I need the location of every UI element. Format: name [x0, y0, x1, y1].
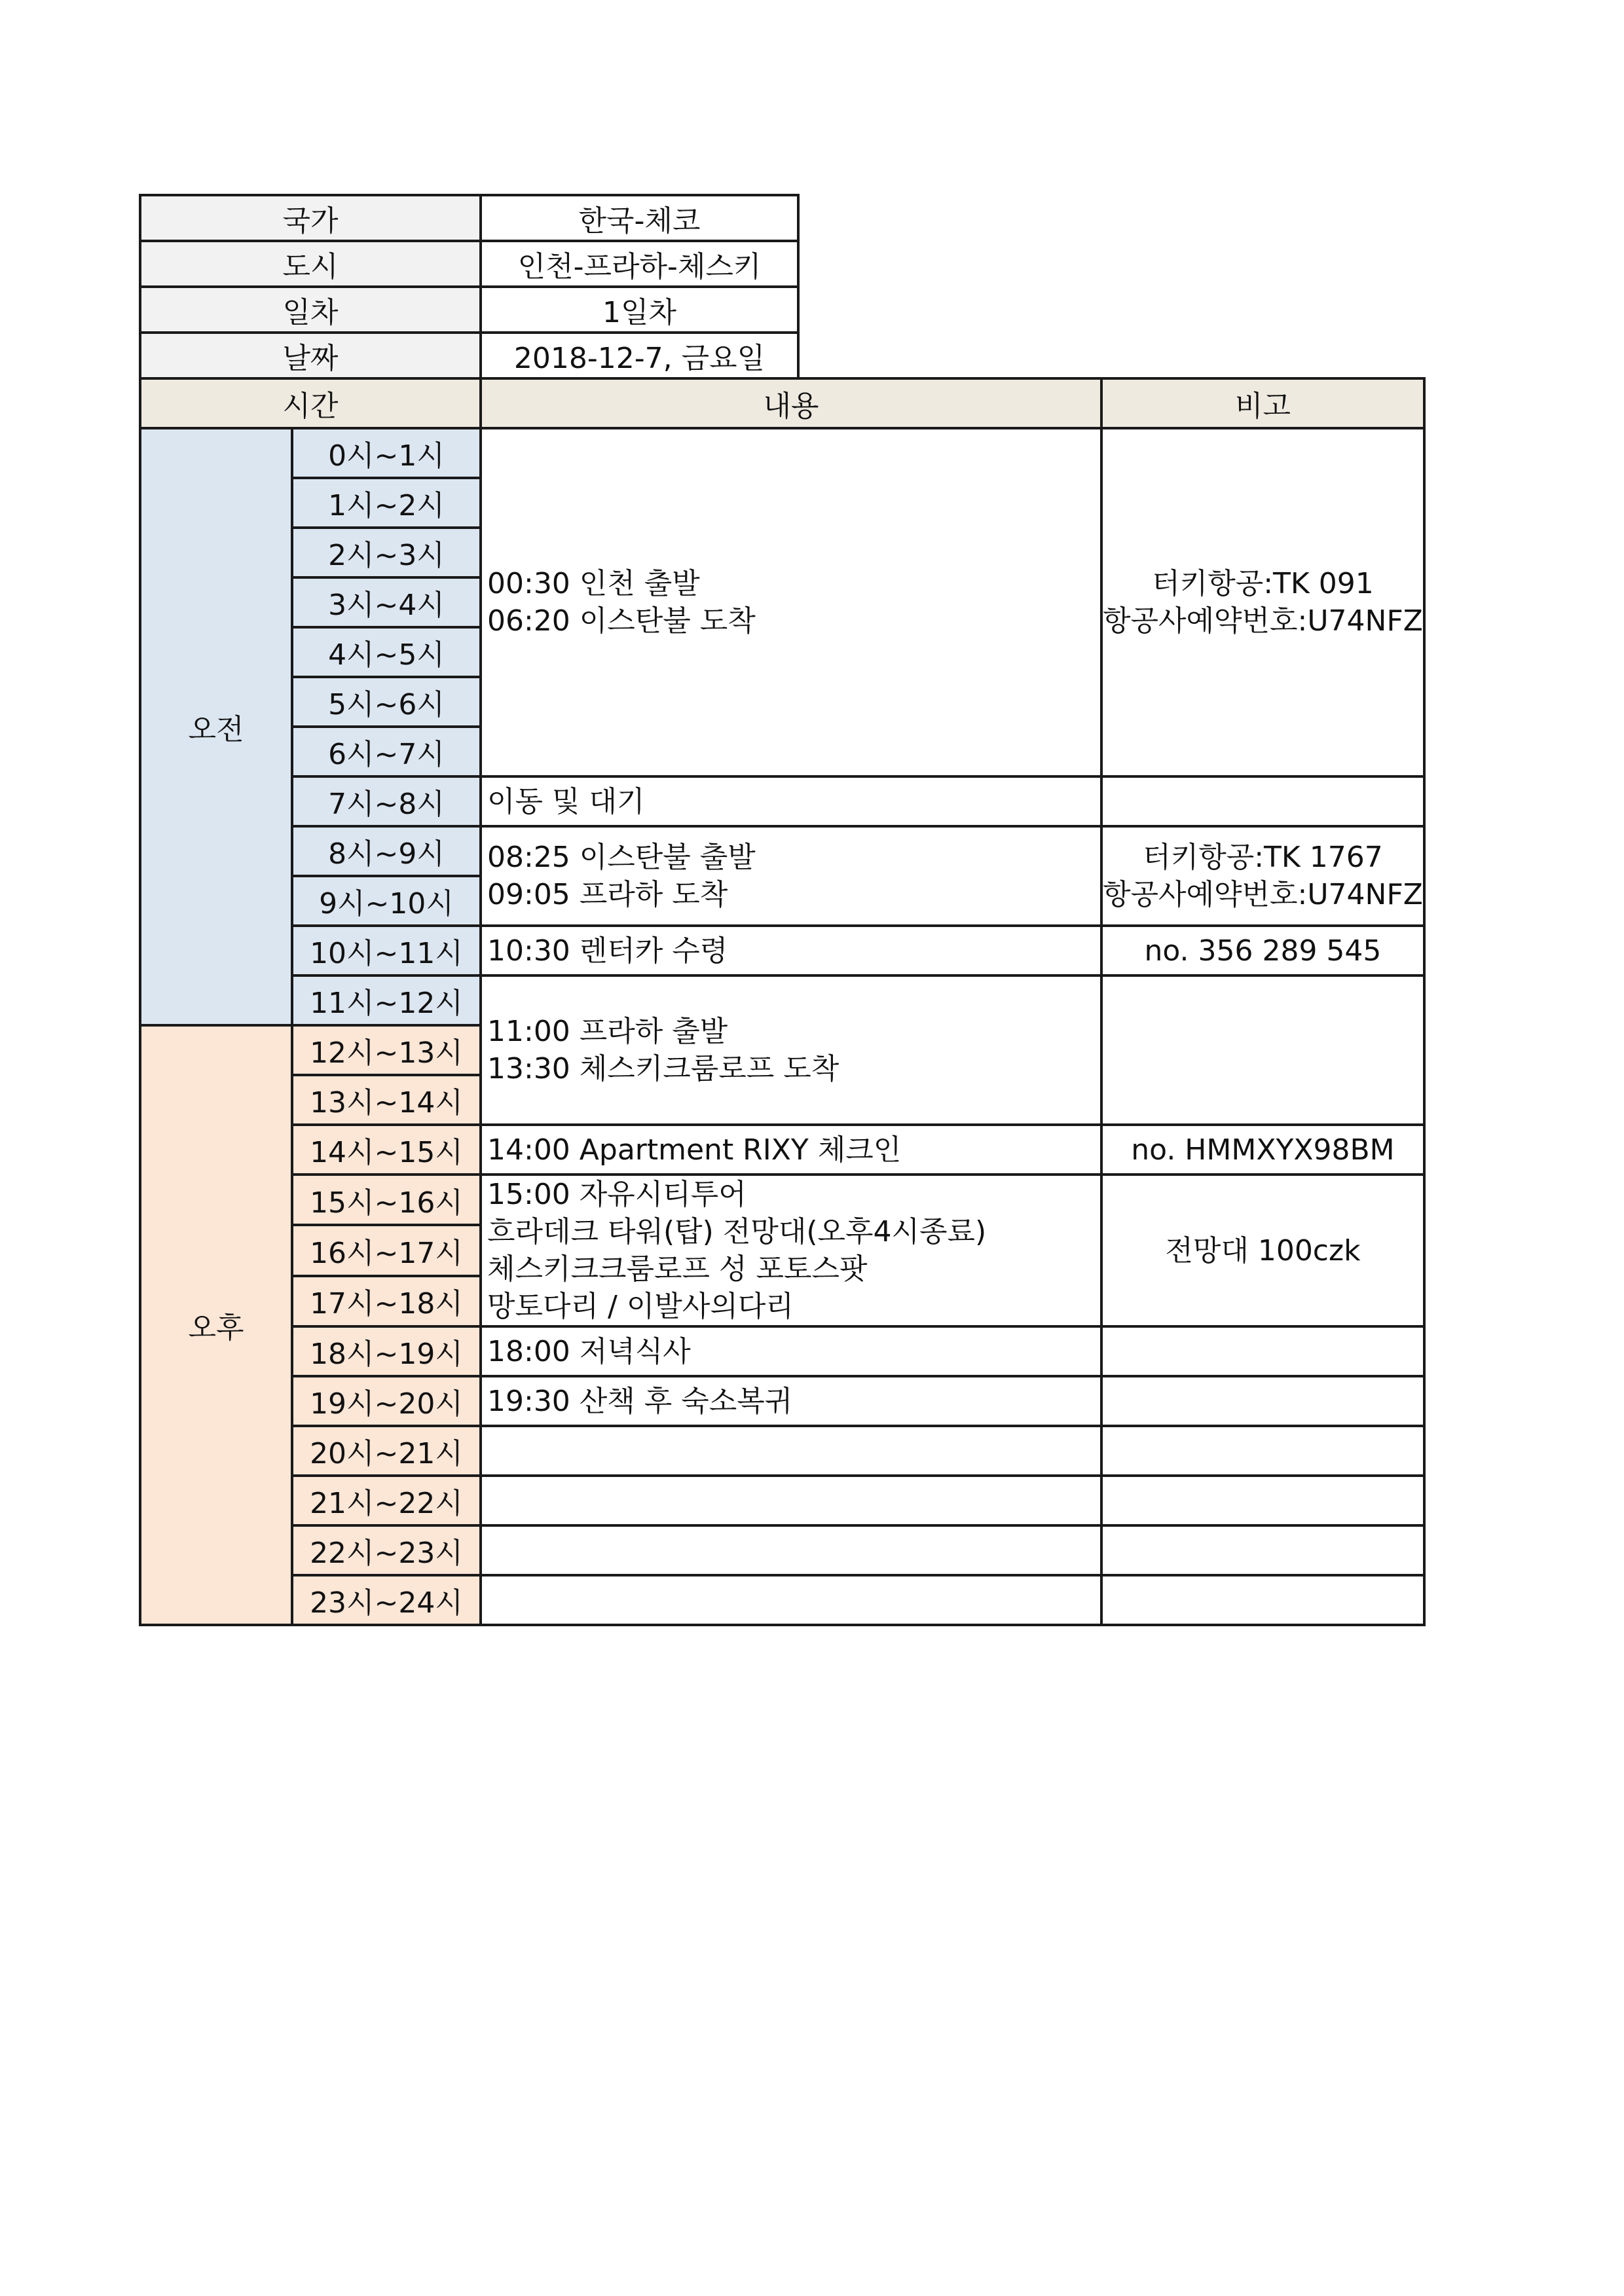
hour-cell: 8시~9시 — [292, 826, 481, 876]
content-line: 15:00 자유시티투어 — [487, 1178, 747, 1211]
content-cell — [481, 1175, 1101, 1326]
note-line: no. 356 289 545 — [1144, 934, 1382, 968]
note-line: 항공사예약번호:U74NFZ — [1103, 604, 1423, 638]
hour-cell: 10시~11시 — [292, 926, 481, 975]
hour-cell: 6시~7시 — [292, 727, 481, 776]
content-line: 망토다리 / 이발사의다리 — [487, 1290, 794, 1323]
info-row-country — [140, 195, 798, 241]
content-line: 00:30 인천 출발 — [487, 567, 700, 600]
header-time: 시간 — [140, 378, 481, 428]
schedule-row — [140, 826, 1424, 876]
content-cell — [481, 1426, 1101, 1476]
header-note: 비고 — [1101, 378, 1424, 428]
schedule-row — [140, 776, 1424, 826]
note-cell — [1101, 826, 1424, 926]
schedule-row — [140, 1376, 1424, 1426]
content-cell — [481, 826, 1101, 926]
content-line: 09:05 프라하 도착 — [487, 878, 728, 911]
hour-cell: 17시~18시 — [292, 1276, 481, 1326]
schedule-row — [140, 975, 1424, 1025]
content-cell — [481, 428, 1101, 776]
hour-cell: 9시~10시 — [292, 876, 481, 926]
hour-cell: 13시~14시 — [292, 1075, 481, 1125]
hour-cell: 19시~20시 — [292, 1376, 481, 1426]
hour-cell: 3시~4시 — [292, 577, 481, 627]
schedule-row — [140, 1476, 1424, 1525]
hour-cell: 7시~8시 — [292, 776, 481, 826]
hour-cell: 12시~13시 — [292, 1025, 481, 1075]
content-line: 19:30 산책 후 숙소복귀 — [487, 1384, 793, 1418]
content-cell — [481, 1376, 1101, 1426]
hour-cell: 20시~21시 — [292, 1426, 481, 1476]
note-cell — [1101, 776, 1424, 826]
info-row-date — [140, 333, 798, 378]
schedule-row — [140, 926, 1424, 975]
info-value-day: 1일차 — [481, 287, 798, 333]
schedule-row — [140, 1525, 1424, 1575]
note-cell — [1101, 1326, 1424, 1376]
schedule-table — [139, 377, 1426, 1626]
content-cell — [481, 1575, 1101, 1625]
note-cell — [1101, 975, 1424, 1125]
schedule-row — [140, 1575, 1424, 1625]
content-line: 체스키크크룸로프 성 포토스팟 — [487, 1252, 868, 1286]
content-line: 18:00 저녁식사 — [487, 1334, 691, 1368]
note-line: 전망대 100czk — [1165, 1233, 1361, 1267]
note-cell — [1101, 1125, 1424, 1175]
hour-cell: 23시~24시 — [292, 1575, 481, 1625]
schedule-row — [140, 1326, 1424, 1376]
content-cell — [481, 1125, 1101, 1175]
info-label-country: 국가 — [140, 195, 481, 241]
note-cell — [1101, 1575, 1424, 1625]
schedule-row — [140, 428, 1424, 478]
hour-cell: 1시~2시 — [292, 478, 481, 528]
note-line: 터키항공:TK 091 — [1152, 567, 1374, 600]
note-cell — [1101, 1476, 1424, 1525]
content-cell — [481, 1326, 1101, 1376]
content-line: 13:30 체스키크룸로프 도착 — [487, 1052, 840, 1085]
content-cell — [481, 1525, 1101, 1575]
note-line: no. HMMXYX98BM — [1131, 1133, 1395, 1167]
hour-cell: 4시~5시 — [292, 627, 481, 677]
content-line: 06:20 이스탄불 도착 — [487, 604, 756, 638]
content-cell — [481, 1476, 1101, 1525]
hour-cell: 0시~1시 — [292, 428, 481, 478]
content-line: 10:30 렌터카 수령 — [487, 934, 728, 968]
note-cell — [1101, 1525, 1424, 1575]
hour-cell: 14시~15시 — [292, 1125, 481, 1175]
info-value-country: 한국-체코 — [481, 195, 798, 241]
note-cell — [1101, 1426, 1424, 1476]
schedule-row — [140, 1426, 1424, 1476]
hour-cell: 15시~16시 — [292, 1175, 481, 1225]
info-row-day — [140, 287, 798, 333]
info-label-date: 날짜 — [140, 333, 481, 378]
hour-cell: 11시~12시 — [292, 975, 481, 1025]
info-label-day: 일차 — [140, 287, 481, 333]
hour-cell: 21시~22시 — [292, 1476, 481, 1525]
content-cell — [481, 926, 1101, 975]
note-cell — [1101, 926, 1424, 975]
hour-cell: 5시~6시 — [292, 677, 481, 727]
schedule-header-row — [140, 378, 1424, 428]
info-value-city: 인천-프라하-체스키 — [481, 241, 798, 287]
note-line: 터키항공:TK 1767 — [1143, 841, 1383, 874]
schedule-row — [140, 1125, 1424, 1175]
note-line: 항공사예약번호:U74NFZ — [1103, 878, 1423, 911]
note-cell — [1101, 1376, 1424, 1426]
content-line: 이동 및 대기 — [487, 784, 645, 818]
period-pm: 오후 — [140, 1025, 292, 1625]
hour-cell: 16시~17시 — [292, 1225, 481, 1275]
note-cell — [1101, 428, 1424, 776]
hour-cell: 22시~23시 — [292, 1525, 481, 1575]
content-line: 흐라데크 타워(탑) 전망대(오후4시종료) — [487, 1215, 987, 1248]
trip-info-table — [139, 194, 800, 380]
hour-cell: 18시~19시 — [292, 1326, 481, 1376]
hour-cell: 2시~3시 — [292, 528, 481, 577]
content-line: 08:25 이스탄불 출발 — [487, 841, 756, 874]
schedule-row — [140, 1175, 1424, 1225]
content-line: 14:00 Apartment RIXY 체크인 — [487, 1133, 902, 1167]
content-cell — [481, 975, 1101, 1125]
content-cell — [481, 776, 1101, 826]
info-label-city: 도시 — [140, 241, 481, 287]
header-content: 내용 — [481, 378, 1101, 428]
period-am: 오전 — [140, 428, 292, 1025]
info-row-city — [140, 241, 798, 287]
info-value-date: 2018-12-7, 금요일 — [481, 333, 798, 378]
content-line: 11:00 프라하 출발 — [487, 1015, 728, 1048]
note-cell — [1101, 1175, 1424, 1326]
